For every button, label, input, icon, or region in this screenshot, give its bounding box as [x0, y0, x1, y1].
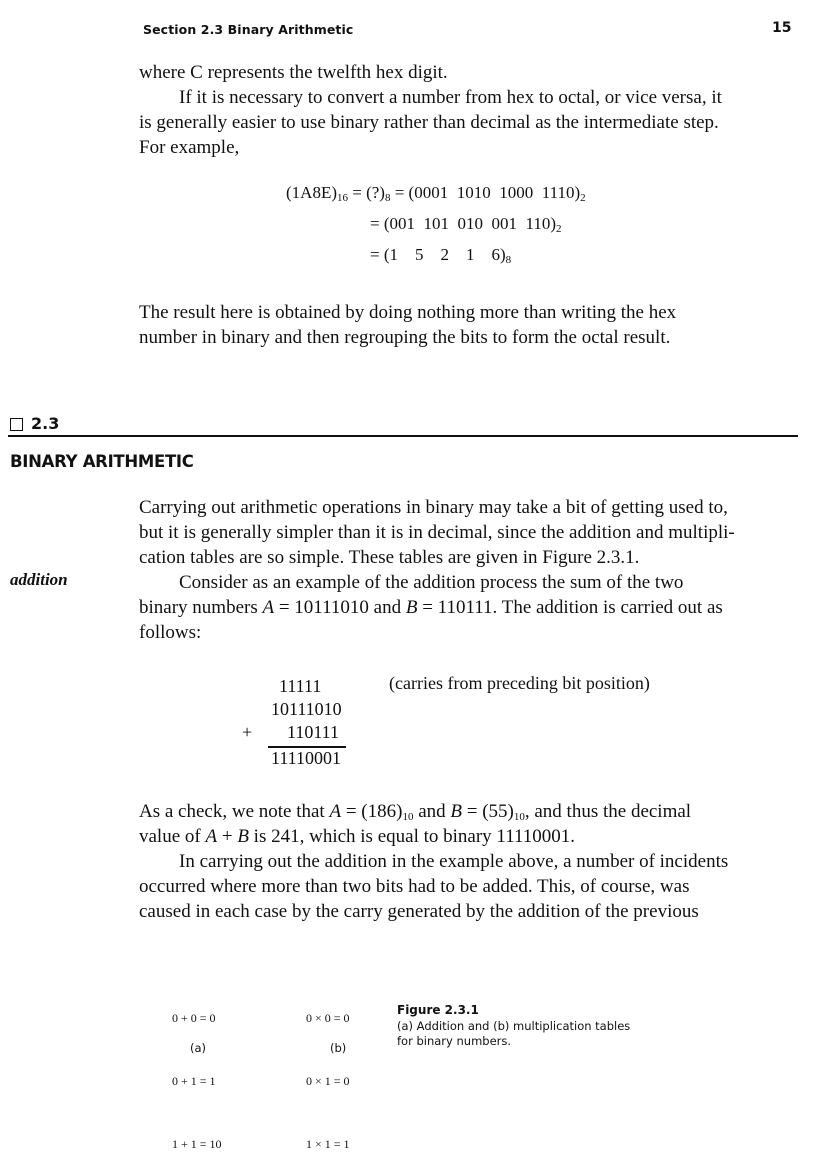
multiplication-table-label: (b) [330, 1041, 347, 1055]
addition-table-label: (a) [190, 1041, 207, 1055]
carry-line: In carrying out the addition in the example above, a number of incidents [179, 851, 729, 872]
body-line: but it is generally simpler than it is in decimal, since the addition and multipli- [139, 522, 735, 543]
intro-line: For example, [139, 137, 240, 158]
intro-line: where C represents the twelfth hex digit. [139, 62, 448, 83]
addition-carries: 11111 [279, 676, 322, 696]
addition-addend-1: 10111010 [271, 699, 342, 719]
addition-table [172, 966, 222, 1176]
body-paragraph-1 [139, 495, 797, 645]
conversion-equation-line-1: $(1A8E)_{16}$ = $(?)_8 = (0001$ 1010 1000 $1110)_2$ [286, 183, 586, 204]
table-row: 1 + 1 = 10 [172, 1137, 222, 1151]
table-row: 1 × 1 = 1 [306, 1137, 350, 1151]
conversion-equation-line-2: = (001 101 010 001 $110)_2$ [370, 214, 562, 235]
carry-line: occurred where more than two bits had to be added. This, of course, was [139, 876, 690, 897]
result-paragraph [139, 300, 797, 350]
result-line: number in binary and then regrouping the bits to form the octal result. [139, 327, 671, 348]
figure-caption-title: Figure 2.3.1 [397, 1003, 479, 1017]
addition-plus-sign: + [242, 722, 253, 742]
margin-note: addition [10, 570, 68, 589]
section-number: 2.3 [31, 414, 60, 433]
section-title: BINARY ARITHMETIC [10, 452, 194, 471]
table-row: 0 × 0 = 0 [306, 1011, 350, 1025]
body-line: Carrying out arithmetic operations in binary may take a bit of getting used to, [139, 497, 728, 518]
section-box-icon [10, 418, 23, 431]
intro-line: If it is necessary to convert a number from hex to octal, or vice versa, it [179, 87, 722, 108]
check-line: As a check, we note that $A = (186)_{10}$ and $B = (55)_{10}$, and thus the decimal [139, 801, 692, 823]
caption-line: for binary numbers. [397, 1034, 512, 1048]
check-line: value of A + B is 241, which is equal to binary 11110001. [139, 826, 576, 847]
body-line: cation tables are so simple. These tables are given in Figure 2.3.1. [139, 547, 640, 568]
body-line: binary numbers A = 10111010 and B = 110111. The addition is carried out as [139, 597, 723, 618]
table-row: 0 × 1 = 0 [306, 1074, 350, 1088]
section-rule [8, 435, 798, 437]
addition-addend-2: 110111 [287, 722, 339, 742]
caption-line: (a) Addition and (b) multiplication tables [397, 1019, 631, 1033]
check-paragraph [139, 799, 797, 924]
addition-sum: 11110001 [271, 748, 341, 768]
figure-caption [397, 1019, 630, 1049]
intro-line: is generally easier to use binary rather than decimal as the intermediate step. [139, 112, 719, 133]
body-line: Consider as an example of the addition process the sum of the two [179, 572, 684, 593]
result-line: The result here is obtained by doing nothing more than writing the hex [139, 302, 677, 323]
table-row: 0 + 1 = 1 [172, 1074, 216, 1088]
body-line: follows: [139, 622, 202, 643]
conversion-equation-line-3: = (1 5 2 1 $6)_8$ [370, 245, 512, 266]
carries-note: (carries from preceding bit position) [389, 673, 650, 693]
running-head: Section 2.3 Binary Arithmetic [143, 22, 354, 37]
carry-line: caused in each case by the carry generated by the addition of the previous [139, 901, 699, 922]
table-row: 0 + 0 = 0 [172, 1011, 216, 1025]
page-number: 15 [772, 20, 792, 36]
multiplication-table [306, 966, 350, 1176]
intro-text [139, 60, 797, 160]
